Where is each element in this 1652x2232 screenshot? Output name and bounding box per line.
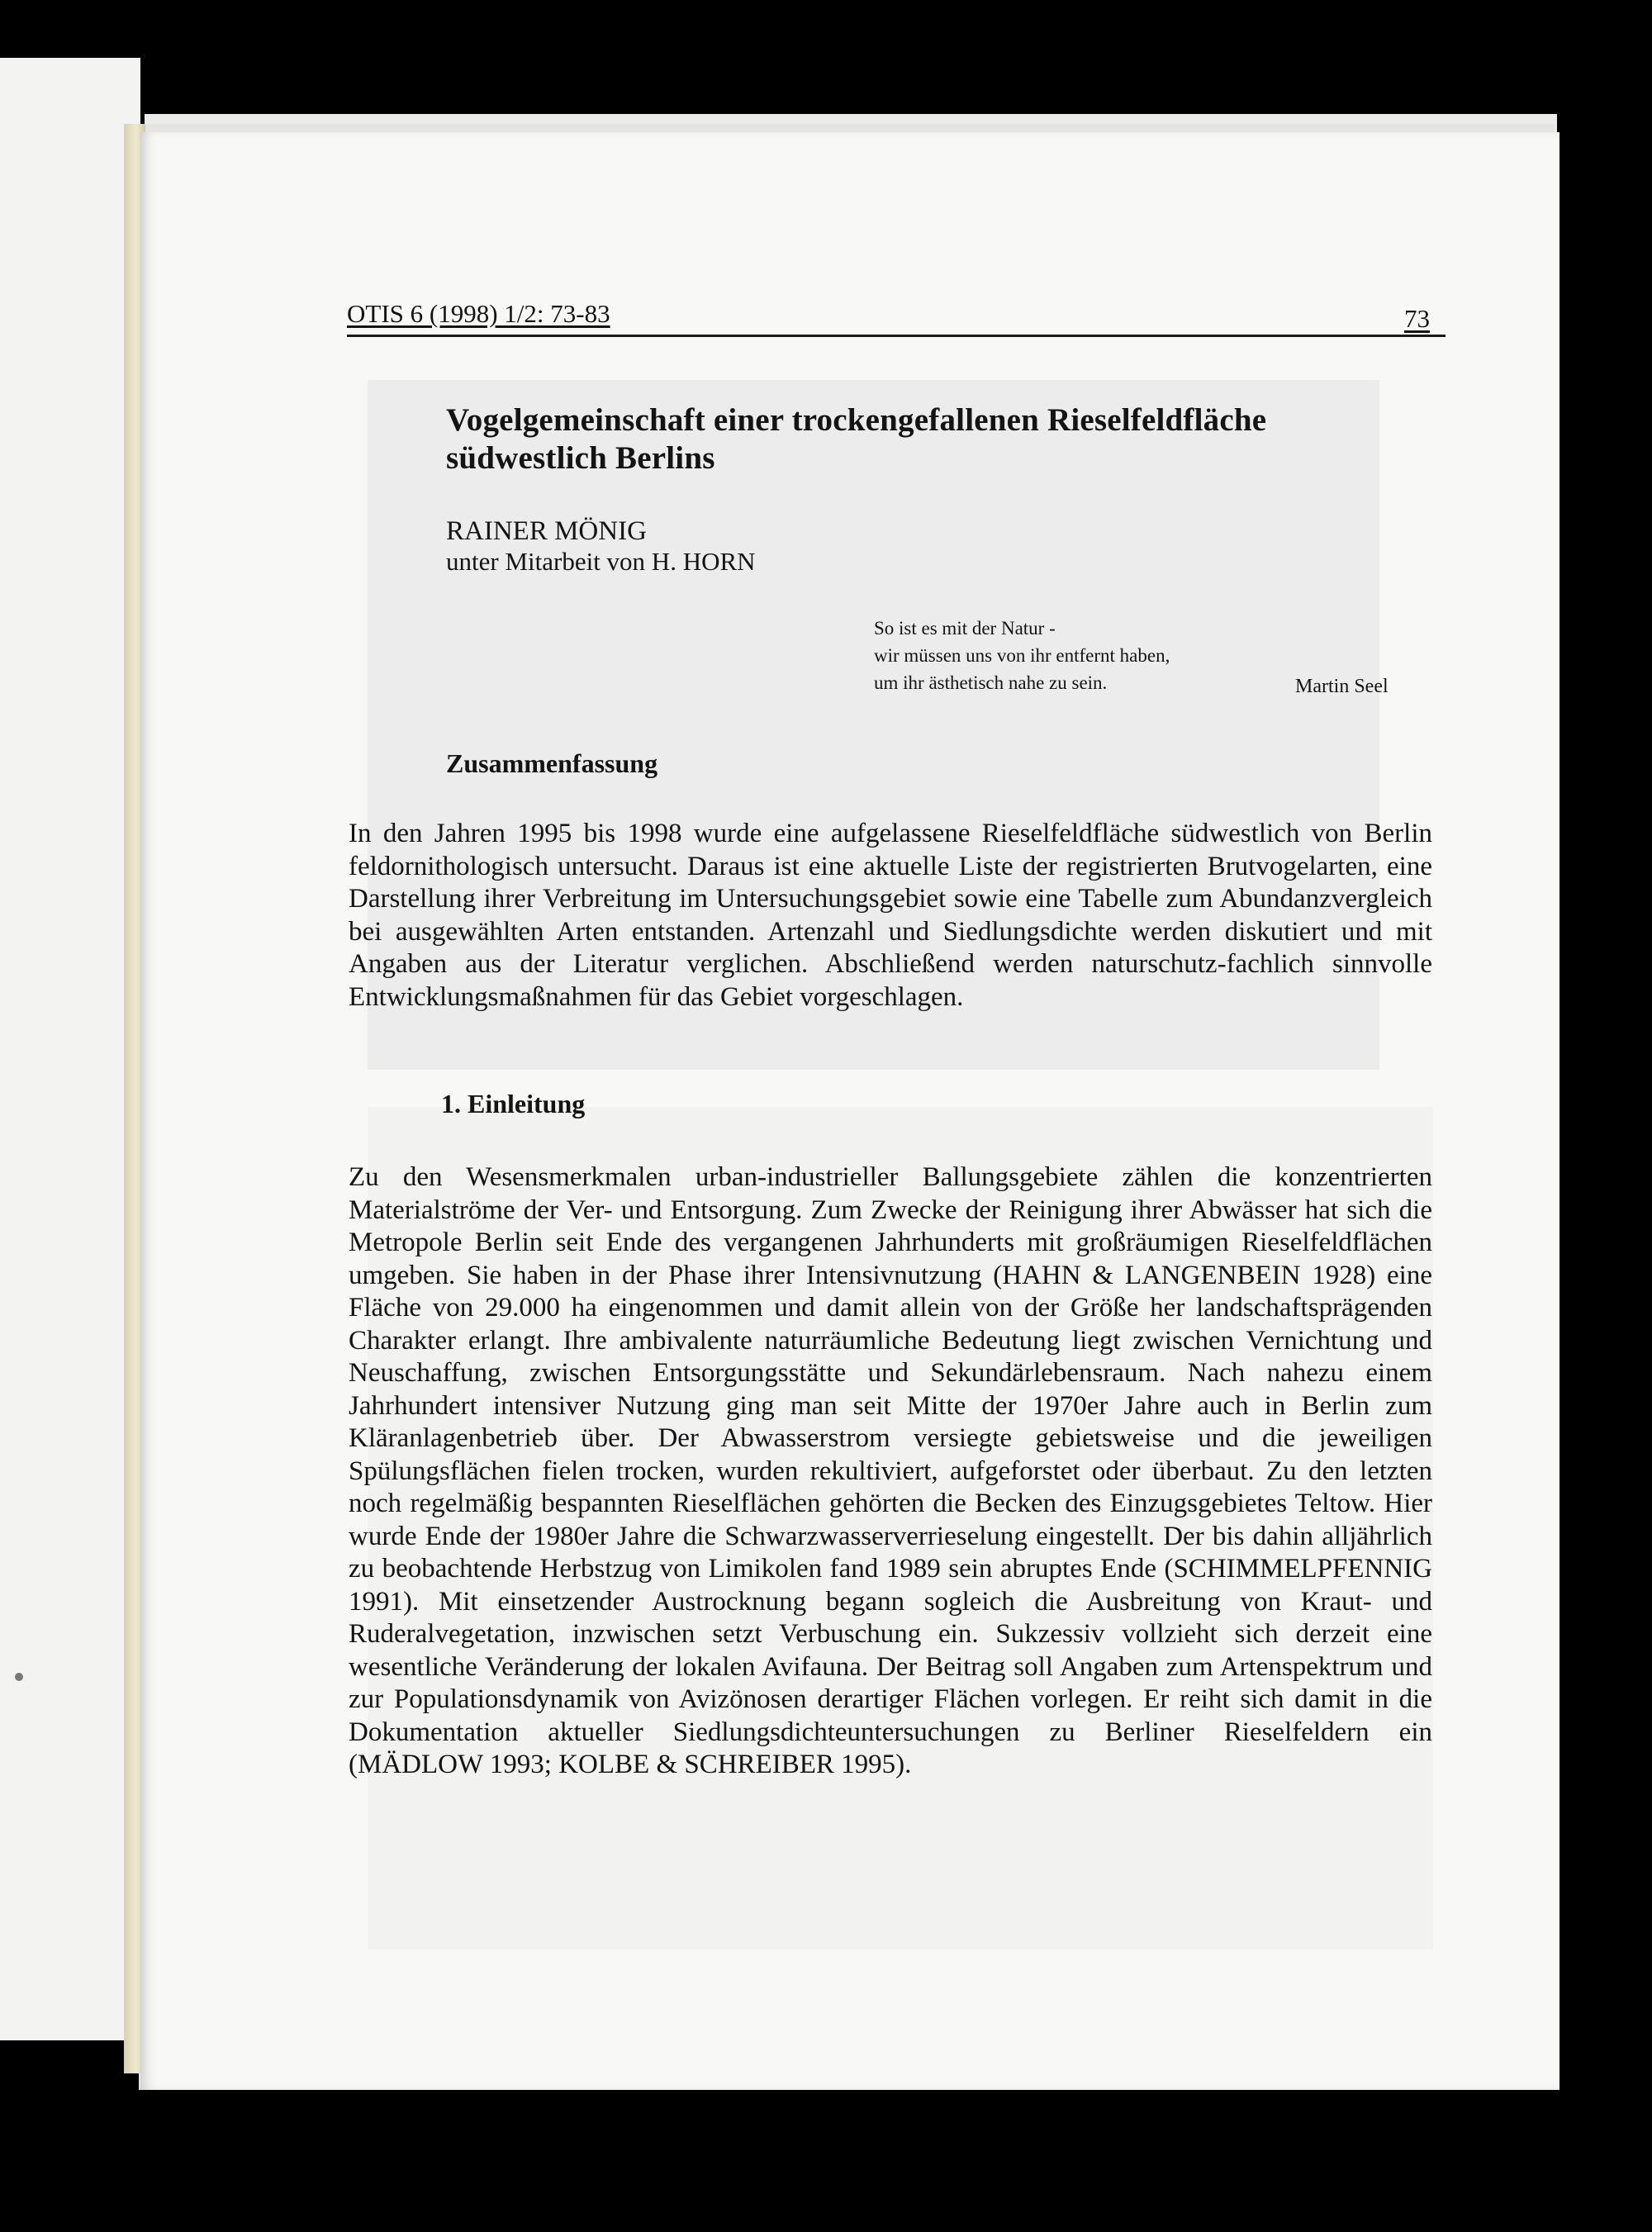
article-author: RAINER MÖNIG	[446, 516, 647, 546]
abstract-heading: Zusammenfassung	[446, 748, 658, 778]
epigraph-line: um ihr ästhetisch nahe zu sein.	[874, 672, 1108, 693]
abstract-paragraph: In den Jahren 1995 bis 1998 wurde eine aufgelassene Rieselfeldfläche südwestlich von Berlin feldornithologisch untersucht. Daraus ist eine aktuelle Liste der registrierten Brutvogelarten, eine Darstellung ihrer Verbreitung im Untersuchungsgebiet sowie eine Tabelle zum Abundanzvergleich bei ausgewählten Arten entstanden. Artenzahl und Siedlungsdichte werden diskutiert und mit Angaben aus der Literatur verglichen. Abschließend werden naturschutz-fachlich sinnvolle Entwicklungsmaßnahmen für das Gebiet vorgeschlagen.	[349, 819, 1432, 1012]
article-title: Vogelgemeinschaft einer trockengefallenen Rieselfeldfläche südwestlich Berlins	[446, 402, 1267, 476]
section-paragraph: Zu den Wesensmerkmalen urban-industrieller Ballungsgebiete zählen die konzentrierten Materialströme der Ver- und Entsorgung. Zum Zwecke der Reinigung ihrer Abwässer hat sich die Metropole Berlin seit Ende des vergangenen Jahrhunderts mit großräumigen Rieselfeldflächen umgeben. Sie haben in der Phase ihrer Intensivnutzung (HAHN & LANGENBEIN 1928) eine Fläche von 29.000 ha eingenommen und damit allein von der Größe her landschaftsprägenden Charakter erlangt. Ihre ambivalente naturräumliche Bedeutung liegt zwischen Vernichtung und Neuschaffung, zwischen Entsorgungsstätte und Sekundärlebensraum. Nach nahezu einem Jahrhundert intensiver Nutzung ging man seit Mitte der 1970er Jahre auch in Berlin zum Kläranlagenbetrieb über. Der Abwasserstrom versiegte gebietsweise und die jeweiligen Spülungsflächen fielen trocken, wurden rekultiviert, aufgeforstet oder überbaut. Zu den letzten noch regelmäßig bespannten Rieselflächen gehörten die Becken des Einzugsgebietes Teltow. Hier wurde Ende der 1980er Jahre die Schwarzwasserverrieselung eingestellt. Der bis dahin alljährlich zu beobachtende Herbstzug von Limikolen fand 1989 sein abruptes Ende (SCHIMMELPFENNIG 1991). Mit einsetzender Austrocknung begann sogleich die Ausbreitung von Kraut- und Ruderalvegetation, inzwischen setzt Verbuschung ein. Sukzessiv vollzieht sich derzeit eine wesentliche Veränderung der lokalen Avifauna. Der Beitrag soll Angaben zum Artenspektrum und zur Populationsdynamik von Avizönosen derartiger Flächen vorlegen. Er reiht sich damit in die Dokumentation aktueller Siedlungsdichteuntersuchungen zu Berliner Rieselfeldern ein (MÄDLOW 1993; KOLBE & SCHREIBER 1995).	[349, 1162, 1432, 1779]
journal-reference: OTIS 6 (1998) 1/2: 73-83	[347, 299, 610, 328]
section-text	[349, 1161, 1432, 1782]
page-number: 73	[1404, 304, 1430, 333]
epigraph-line: wir müssen uns von ihr entfernt haben,	[874, 645, 1170, 666]
article-coauthor: unter Mitarbeit von H. HORN	[446, 547, 756, 576]
epigraph-line: So ist es mit der Natur -	[874, 618, 1056, 639]
background-sheet	[0, 58, 140, 2040]
epigraph-author: Martin Seel	[1295, 676, 1389, 697]
section-heading: 1. Einleitung	[441, 1089, 586, 1118]
abstract-text	[349, 818, 1432, 1014]
